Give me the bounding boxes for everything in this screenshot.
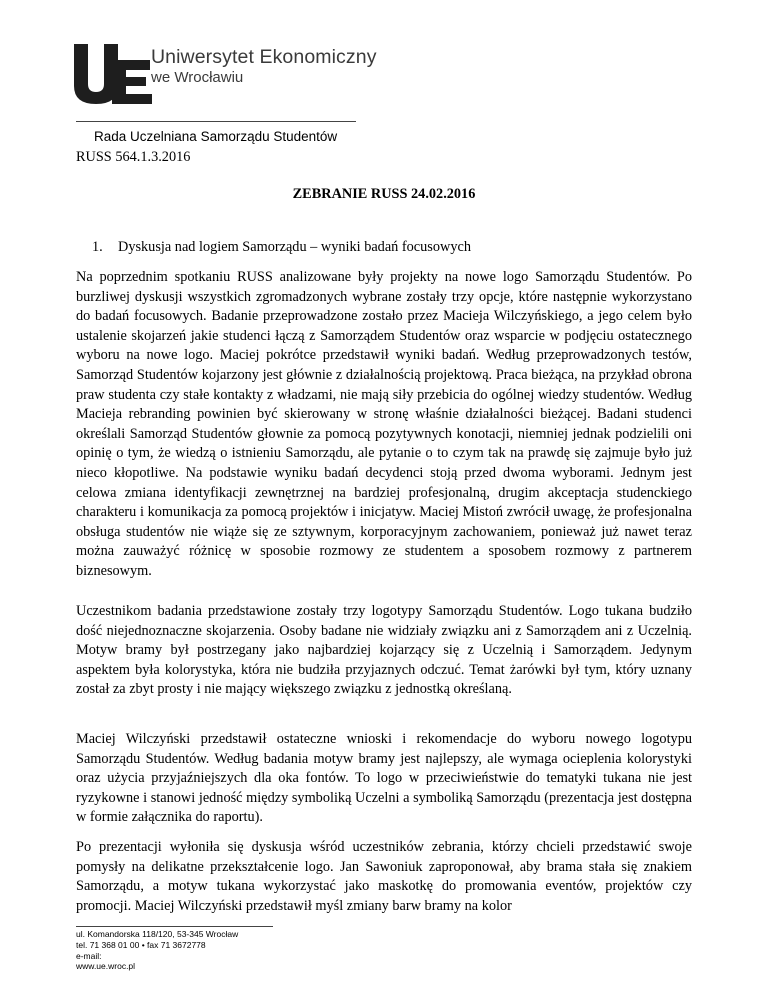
footer-website: www.ue.wroc.pl xyxy=(76,961,136,972)
footer-phone: tel. 71 368 01 00 • fax 71 3672778 xyxy=(76,939,206,950)
footer-address: ul. Komandorska 118/120, 53-345 Wrocław xyxy=(76,929,239,939)
agenda-item xyxy=(92,239,471,256)
agenda-item-number: 1. xyxy=(92,239,103,255)
page-title: ZEBRANIE RUSS 24.02.2016 xyxy=(292,186,476,202)
university-city: we Wrocławiu xyxy=(151,69,244,86)
footer-email: e-mail: xyxy=(76,950,102,961)
paragraph-focus-results: Na poprzednim spotkaniu RUSS analizowane były projekty na nowe logo Samorządu Studentów. Po burzliwej dyskusji wszystkich zgromadzonych wybrane zostały trzy opcje, które następnie wykorzystano do badań focusowych. Badanie przeprowadzone zostało przez Macieja Wilczyńskiego, a jego celem było ustalenie skojarzeń jakie studenci łączą z Samorządem Studentów oraz wsparcie w podjęciu ostatecznego wyboru na nowe logo. Maciej pokrótce przedstawił wyniki badań. Według przeprowadzonych testów, Samorząd Studentów kojarzony jest głównie z działalnością projektową. Praca bieżąca, na przykład obrona praw studenta czy stałe kontakty z władzami, nie mają siły przebicia do ogólnej wiedzy studentów. Według Macieja rebranding powinien być skierowany w stronę właśnie działalności bieżącej. Badani studenci określali Samorząd Studentów głownie za pomocą pozytywnych konotacji, niemniej jednak podzielili oni opinię o tym, że wiedzą o istnieniu Samorządu, ale pytanie o to czym tak na prawdę się zajmuje było już nieco kłopotliwe. Na podstawie wyniku badań decydenci stoją przed dwoma wyborami. Jednym jest celowa zmiana identyfikacji zewnętrznej na bardziej profesjonalną, drugim akceptacja studenckiego charakteru i komunikacja za pomocą projektów i inicjatyw. Maciej Mistoń zwrócił uwagę, że profesjonalna obsługa studentów nie wiąże się ze sztywnym, korporacyjnym zachowaniem, ponieważ już nawet teraz można zauważyć różnicę w sposobie rozmowy ze studentem a sposobem rozmowy z partnerem biznesowym. xyxy=(76,269,692,579)
header-divider xyxy=(76,121,356,122)
agenda-item-text: Dyskusja nad logiem Samorządu – wyniki badań focusowych xyxy=(118,239,471,255)
university-name: Uniwersytet Ekonomiczny xyxy=(151,46,377,68)
paragraph-logotypes: Uczestnikom badania przedstawione zostały trzy logotypy Samorządu Studentów. Logo tukana budziło dość niejednoznaczne skojarzenia. Osoby badane nie widziały związku ani z Samorządem ani z Uczelnią. Motyw bramy był postrzegany jako najbardziej kojarzący się z Uczelnią i Samorządem. Jedynym aspektem była kolorystyka, która nie budziła przyjaznych odczuć. Temat żarówki był tym, który uznany został za zbyt prosty i nie mający większego związku z jednostką określaną. xyxy=(76,603,692,698)
document-number: RUSS 564.1.3.2016 xyxy=(76,149,191,165)
council-name: Rada Uczelniana Samorządu Studentów xyxy=(94,129,338,144)
footer-divider xyxy=(76,926,273,927)
paragraph-discussion: Po prezentacji wyłoniła się dyskusja wśród uczestników zebrania, którzy chcieli przedstawić swoje pomysły na delikatne przekształcenie logo. Jan Sawoniuk zaproponował, aby brama stała się znakiem Samorządu, a motyw tukana wykorzystać jako maskotkę do promowania eventów, projektów czy promocji. Maciej Wilczyński przedstawił myśl zmiany barw bramy na kolor xyxy=(76,839,692,914)
paragraph-recommendations: Maciej Wilczyński przedstawił ostateczne wnioski i rekomendacje do wyboru nowego logotypu Samorządu Studentów. Według badania motyw bramy jest najlepszy, ale wymaga ocieplenia kolorystyki oraz użycia przyjaźniejszych dla oka fontów. To logo w przeciwieństwie do tematyki tukana nie jest ryzykowne i stanowi jedność między symboliką Uczelni a symboliką Samorządu (prezentacja jest dostępna w formie załącznika do raportu). xyxy=(76,731,692,826)
footer-contact xyxy=(76,929,238,972)
ue-logo-icon xyxy=(72,40,162,106)
